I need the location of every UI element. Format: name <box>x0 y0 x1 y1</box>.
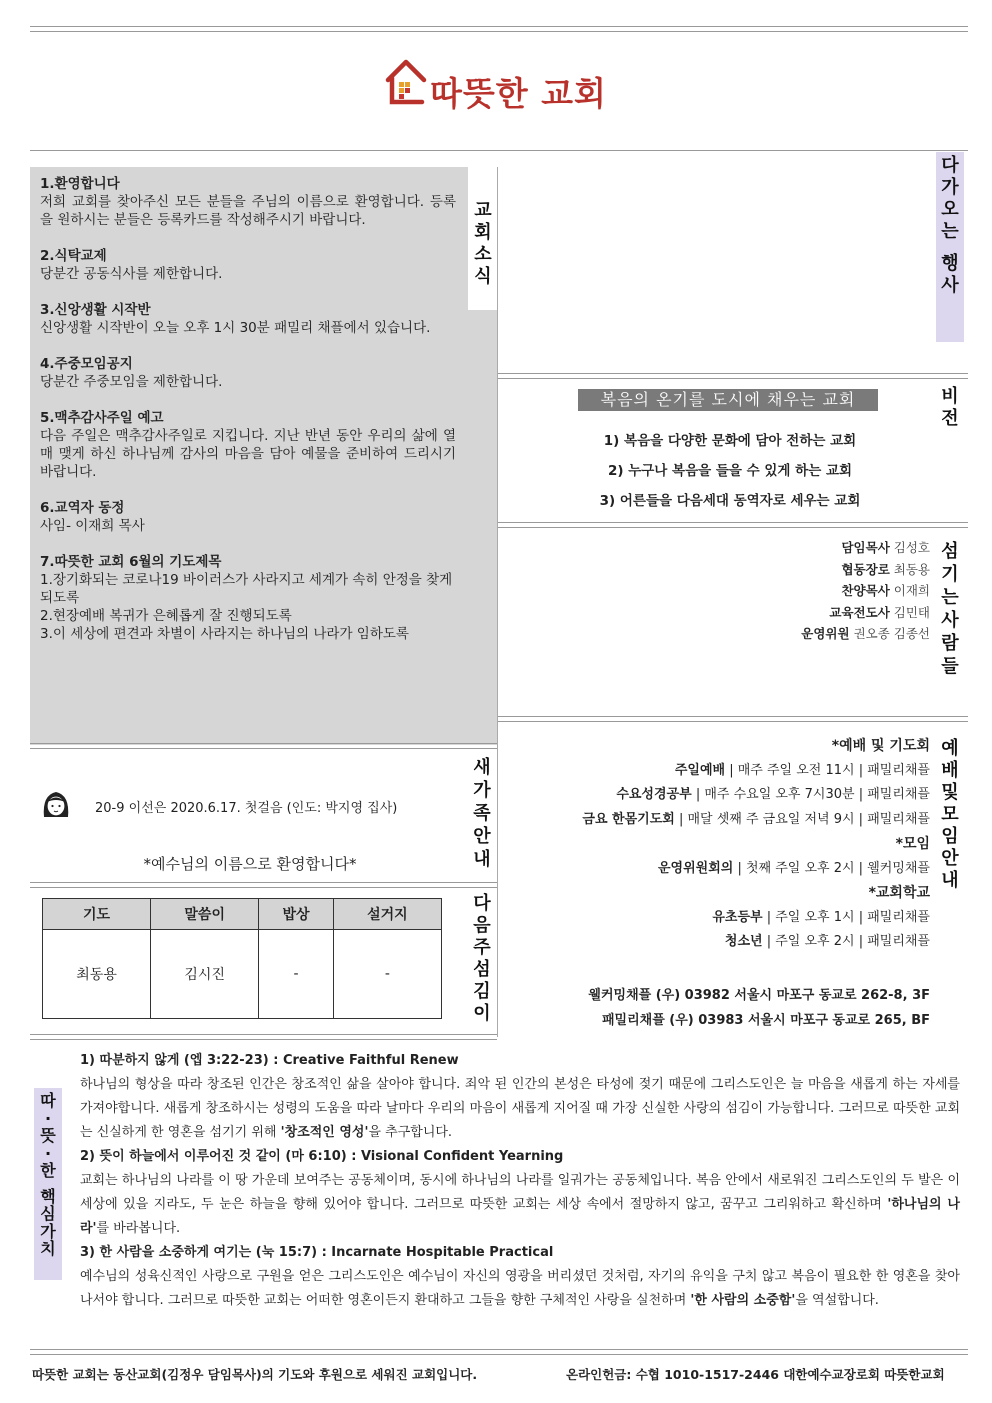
newfamily-divider <box>30 882 497 888</box>
schedule-row: 주일예배 | 매주 주일 오전 11시 | 패밀리채플 <box>674 762 930 778</box>
schedule-row: 유초등부 | 주일 오후 1시 | 패밀리채플 <box>712 909 930 925</box>
news-item: 2.식탁교제 당분간 공동식사를 제한합니다. <box>40 248 223 282</box>
duty-cell: 김시진 <box>151 930 259 1019</box>
vision-divider <box>498 522 968 528</box>
church-news-title: 교 회 소 식 <box>474 200 492 287</box>
vision-item: 2) 누구나 복음을 들을 수 있게 하는 교회 <box>607 463 853 479</box>
duty-table <box>42 898 442 1019</box>
top-border <box>30 26 968 32</box>
newfamily-title: 새 가 족 안 내 <box>473 757 491 870</box>
footer-note: 따뜻한 교회는 동산교회(김정우 담임목사)의 기도와 후원으로 세워진 교회입니다. <box>32 1367 478 1382</box>
duty-header: 말씀이 <box>151 899 259 930</box>
duty-cell: 최동용 <box>43 930 151 1019</box>
logo-text: 따뜻한 교회 <box>430 74 607 113</box>
vision-list <box>520 430 940 520</box>
chapel-addresses <box>520 983 930 1033</box>
servants-title: 섬 기 는 사 람 들 <box>941 541 959 677</box>
news-item: 6.교역자 동정 사임- 이재희 목사 <box>40 500 145 534</box>
header-divider <box>30 150 968 151</box>
newfamily-top-border <box>30 743 497 749</box>
news-item: 4.주중모임공지 당분간 주중모임을 제한합니다. <box>40 356 223 390</box>
schedule-row: 수요성경공부 | 매주 수요일 오후 7시30분 | 패밀리채플 <box>616 787 930 802</box>
worship-schedule <box>520 734 930 955</box>
address-line: 패밀리채플 (우) 03983 서울시 마포구 동교로 265, BF <box>601 1013 930 1028</box>
servant-row: 찬양목사 이재희 <box>841 583 930 598</box>
events-title: 다 가 오 는 행 사 <box>941 155 959 296</box>
person-icon <box>39 787 73 823</box>
vision-headline: 복음의 온기를 도시에 채우는 교회 <box>578 389 878 411</box>
section-heading: *모임 <box>895 836 930 852</box>
newfamily-entry: 20-9 이선은 2020.6.17. 첫걸음 (인도: 박지영 집사) <box>95 801 398 816</box>
vision-item: 1) 복음을 다양한 문화에 담아 전하는 교회 <box>603 433 857 449</box>
servants-divider <box>498 716 968 722</box>
schedule-row: 운영위원회의 | 첫째 주일 오후 2시 | 웰커밍채플 <box>657 860 930 876</box>
address-line: 웰커밍채플 (우) 03982 서울시 마포구 동교로 262-8, 3F <box>588 988 930 1003</box>
section-heading: *교회학교 <box>868 885 930 901</box>
servant-row: 교육전도사 김민태 <box>829 604 930 620</box>
core-item: 1) 따분하지 않게 (엡 3:22-23) : Creative Faithful Renew 하나님의 형상을 따라 창조된 인간은 창조적인 삶을 살아야 합니다. 죄악 된 인간의 본성은 타성에 젖기 때문에 그리스도인은 늘 마음을 새롭게 하는 자세를 가져야합니다. 새롭게 창조하시는 성령의 도움을 따라 날마다 우리의 마음이 새롭게 지어질 때 가장 신실한 사랑의 섬김이 가능합니다. 그러므로 따뜻한 교회는 신실하게 한 영혼을 섬기기 위해 '창조적인 영성'을 추구합니다. <box>80 1053 960 1140</box>
news-item: 1.환영합니다 저희 교회를 찾아주신 모든 분들을 주님의 이름으로 환영합니다. 등록을 원하시는 분들은 등록카드를 작성해주시기 바랍니다. <box>40 176 456 228</box>
core-item: 3) 한 사람을 소중하게 여기는 (눅 15:7) : Incarnate Hospitable Practical 예수님의 성육신적인 사랑으로 구원을 얻은 그리스도인은 예수님이 자신의 영광을 버리셨던 것처럼, 자기의 유익을 구치 않고 복음이 필요한 한 영혼을 찾아 나서야 합니다. 그러므로 따뜻한 교회는 어떠한 영혼이든지 환대하고 그들을 향한 구체적인 사랑을 실천하며 '한 사람의 소중함'을 역설합니다. <box>80 1245 960 1308</box>
footer-offering: 온라인헌금: 수협 1010-1517-2446 대한예수교장로회 따뜻한교회 <box>566 1367 945 1382</box>
church-logo <box>384 58 614 114</box>
duty-header: 설거지 <box>333 899 441 930</box>
section-heading: *예배 및 기도회 <box>831 738 930 754</box>
core-title: 따 · 뜻 · 한 핵 심 가 치 <box>40 1091 56 1258</box>
news-item: 5.맥추감사주일 예고 다음 주일은 맥추감사주일로 지킵니다. 지난 반년 동안 우리의 삶에 열매 맺게 하신 하나님께 감사의 마음을 담아 예물을 준비하여 드리시기 바랍니다. <box>40 410 456 480</box>
duty-header: 밥상 <box>259 899 334 930</box>
schedule-row: 금요 한몸기도회 | 매달 셋째 주 금요일 저녁 9시 | 패밀리채플 <box>582 811 930 827</box>
servant-row: 담임목사 김성호 <box>841 540 930 555</box>
duty-cell: - <box>259 930 334 1019</box>
events-divider <box>498 373 968 379</box>
house-icon <box>384 58 428 108</box>
church-news-title-panel <box>468 310 498 745</box>
news-item: 3.신앙생활 시작반 신앙생활 시작반이 오늘 오후 1시 30분 패밀리 채플에서 있습니다. <box>40 302 431 336</box>
servants-list <box>600 537 930 645</box>
core-values <box>80 1049 960 1313</box>
column-divider <box>497 167 498 1037</box>
footer-border <box>30 1349 968 1355</box>
upper-bottom-border <box>30 1034 497 1040</box>
duty-header: 기도 <box>43 899 151 930</box>
servant-row: 협동장로 최동용 <box>841 561 930 577</box>
vision-item: 3) 어른들을 다음세대 동역자로 세우는 교회 <box>599 493 861 509</box>
core-item: 2) 뜻이 하늘에서 이루어진 것 같이 (마 6:10) : Visional Confident Yearning 교회는 하나님의 나라를 이 땅 가운데 보여주는 공동체이며, 동시에 하나님의 나라를 일궈가는 공동체입니다. 복음 안에서 새로워진 그리스도인의 두 발은 이 세상에 있을 지라도, 두 눈은 하늘을 향해 있어야 합니다. 그러므로 따뜻한 교회는 세상 속에서 절망하지 않고, 꿈꾸고 그리워하고 확신하며 '하나님의 나라'를 바라봅니다. <box>80 1149 960 1236</box>
newfamily-welcome: *예수님의 이름으로 환영합니다* <box>143 855 357 873</box>
church-news-list <box>40 175 456 661</box>
vision-title: 비 전 <box>941 386 959 429</box>
schedule-row: 청소년 | 주일 오후 2시 | 패밀리채플 <box>724 934 930 949</box>
nextweek-title: 다 음 주 섬 김 이 <box>473 893 491 1024</box>
duty-cell: - <box>333 930 441 1019</box>
servant-row: 운영위원 권오종 김종선 <box>801 626 930 641</box>
prayer-topics: 7.따뜻한 교회 6월의 기도제목 1.장기화되는 코로나19 바이러스가 사라지고 세계가 속히 안정을 찾게 되도록 2.현장예배 복귀가 은혜롭게 잘 진행되도록 3.이 세상에 편견과 차별이 사라지는 하나님의 나라가 임하도록 <box>40 554 453 642</box>
worship-title: 예 배 및 모 임 안 내 <box>941 738 959 891</box>
